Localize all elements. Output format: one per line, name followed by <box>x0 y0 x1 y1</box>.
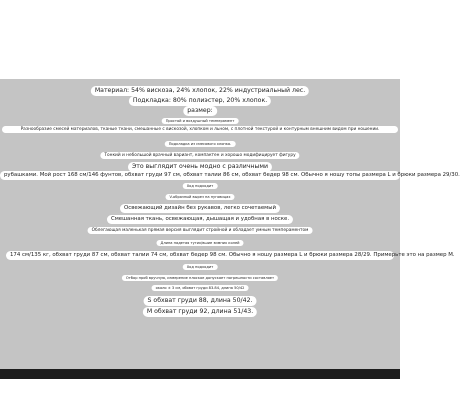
slim-version-line: Облегающая маленькая прямая версия выглядит стройной и обладает умным темпераментом <box>88 227 313 234</box>
size-m-line: M обхват груди 92, длина 51/43. <box>143 307 257 317</box>
size-s-line: S обхват груди 88, длина 50/42. <box>144 296 257 306</box>
trousers-note-caption: Длина надетая тугих/вшие зимних колей <box>157 240 244 246</box>
measurements-line-2: 174 см/135 кг, обхват груди 87 см, обхват талии 74 см, обхват бедер 98 см. Обычно я ношу размера L и брюки размера 28/29. Примерьте это на размер M. <box>6 251 394 260</box>
fit-caption-1: Ход подходит <box>183 183 218 189</box>
bottom-divider-bar <box>0 369 400 379</box>
fit-caption-2: Ход подходит <box>183 264 218 270</box>
lining-line: Подкладка: 80% полиэстер, 20% хлопок. <box>129 96 271 106</box>
fabric-variety-line: Разнообразие смесей материалов, тканые ткани, смешанные с вискозой, хлопком и льном, с плотной текстурой и контурным внешним видом при ношении. <box>2 126 398 133</box>
shirts-measurements-line: рубашками. Мой рост 168 см/146 фунтов, обхват груди 97 см, обхват талии 86 см, обхват бедер 98 см. Обычно я ношу топы размера L и брюки размера 29/30. <box>0 171 400 180</box>
sleeveless-line: Освежающий дизайн без рукавов, легко сочетаемый <box>120 204 280 213</box>
material-line: Материал: 54% вискоза, 24% хлопок, 22% индустриальный лес. <box>91 86 309 96</box>
temperament-caption: Простой и воздушный темперамент <box>162 118 239 124</box>
v-neck-caption: V-образный вырез на пуговицах <box>165 194 234 200</box>
manual-measure-caption: Отбор проб вручную, измерение плоское допускает погрешности составляет <box>122 275 278 281</box>
about-cm-caption: около ± 3 см, обхват груди 83.84, длина 50/42 <box>152 285 249 291</box>
thin-flexible-line: Тонкий и небольшой врачный вариант, компактен и хорошо модифицирует фигуру <box>100 152 299 159</box>
cotton-lining-caption: Подкладка из смесового хлопка. <box>165 141 236 147</box>
looks-fashionable-line: Это выглядит очень модно с различными <box>128 162 272 172</box>
size-heading: размер: <box>183 106 217 116</box>
blended-fabric-line: Смешанная ткань, освежающая, дышащая и удобная в носке. <box>107 215 293 224</box>
